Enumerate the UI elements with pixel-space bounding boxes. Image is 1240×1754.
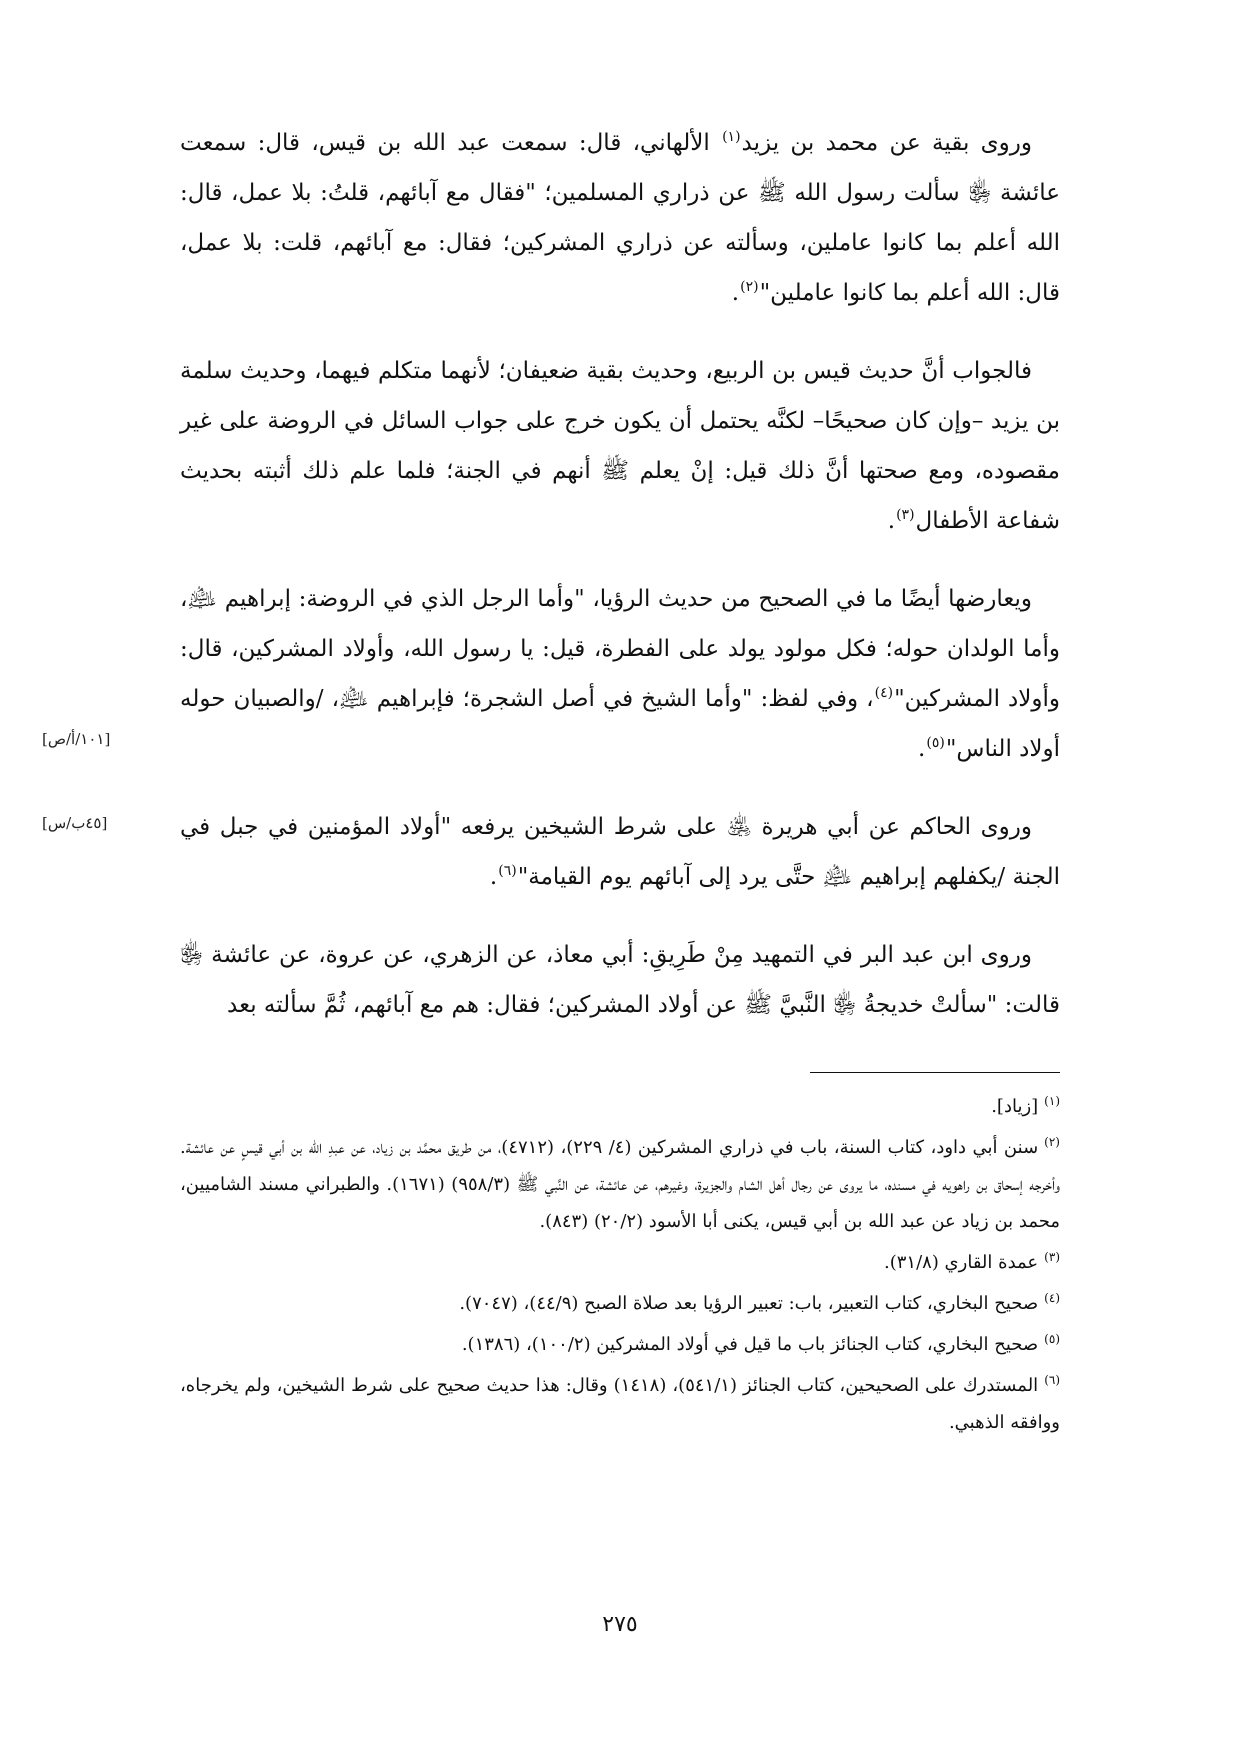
paragraph-text: وروى بقية عن محمد بن يزيد <box>741 130 1032 156</box>
footnote-text: المستدرك على الصحيحين، كتاب الجنائز (٥٤١/١)، (١٤١٨) وقال: هذا حديث صحيح على شرط الشيخين، ولم يخرجاه، ووافقه الذهبي. <box>180 1375 1060 1433</box>
footnote-ref[interactable]: (٣) <box>896 507 915 524</box>
paragraph-3 <box>180 574 1060 774</box>
paragraph-text: وروى الحاكم عن أبي هريرة ﵁ على شرط الشيخين يرفعه "أولاد المؤمنين في جبل في الجنة /يكفلهم إبراهيم ﵇ حتَّى يرد إلى آبائهم يوم القيامة" <box>180 814 1060 890</box>
paragraph-text: ويعارضها أيضًا ما في الصحيح من حديث الرؤيا، "وأما الرجل الذي في الروضة: إبراهيم ﵇، وأما الولدان حوله؛ فكل مولود يولد على الفطرة، قيل: يا رسول الله، وأولاد المشركين، قال: وأولاد المشركين" <box>180 586 1061 712</box>
paragraph-text: . <box>918 736 926 762</box>
footnote-text: [زياد]. <box>991 1096 1039 1117</box>
footnote-text: سنن أبي داود، كتاب السنة، باب في ذراري المشركين (٤/ ٢٢٩)، (٤٧١٢)، من طريق محمَّد بن زياد، عن عبدِ الله بن أبي قيسٍ عن عائشة. وأخرجه إسحاق بن راهويه في مسنده، ما يروى عن رجال أهل الشام والجزيرة، وغيرهم، عن عائشة، عن النَّبي ﷺ (٩٥٨/٣) (١٦٧١). والطبراني مسند الشاميين، محمد بن زياد عن عبد الله بن أبي قيس، يكنى أبا الأسود (٢٠/٢) (٨٤٣). <box>180 1137 1060 1232</box>
footnote-ref[interactable]: (٢) <box>740 279 759 296</box>
footnote <box>180 1088 1060 1125</box>
manuscript-folio-marker: [١٠١/أ/ص] <box>42 730 111 748</box>
footnote <box>180 1367 1060 1441</box>
footnote-separator <box>810 1072 1060 1073</box>
footnote-number: (١) <box>1044 1094 1060 1108</box>
footnote-number: (٤) <box>1044 1291 1060 1305</box>
paragraph-text: وروى ابن عبد البر في التمهيد مِنْ طَرِيقِ: أبي معاذ، عن الزهري، عن عروة، عن عائشة ﵂ قالت: "سألتْ خديجةُ ﵂ النَّبيَّ ﷺ عن أولاد المشركين؛ فقال: هم مع آبائهم، ثُمَّ سألته بعد <box>180 942 1060 1018</box>
footnote-number: (٣) <box>1044 1250 1060 1264</box>
page-number: ٢٧٥ <box>602 1612 638 1637</box>
footnote <box>180 1326 1060 1363</box>
paragraph-text: . <box>731 280 740 306</box>
main-text <box>180 118 1060 1030</box>
footnote <box>180 1285 1060 1322</box>
footnote-ref[interactable]: (٥) <box>926 735 945 752</box>
footnote-text: عمدة القاري (٣١/٨). <box>883 1252 1039 1273</box>
paragraph-text: فالجواب أنَّ حديث قيس بن الربيع، وحديث بقية ضعيفان؛ لأنهما متكلم فيهما، وحديث سلمة بن يزيد –وإن كان صحيحًا– لكنَّه يحتمل أن يكون خرج على جواب السائل في الروضة على غير مقصوده، ومع صحتها أنَّ ذلك قيل: إنْ يعلم ﷺ أنهم في الجنة؛ فلما علم ذلك أثبته بحديث شفاعة الأطفال <box>180 358 1060 534</box>
paragraph-2 <box>180 346 1060 546</box>
footnote-text: صحيح البخاري، كتاب الجنائز باب ما قيل في أولاد المشركين (١٠٠/٢)، (١٣٨٦). <box>461 1334 1039 1355</box>
paragraph-text: . <box>489 864 498 890</box>
paragraph-5 <box>180 930 1060 1030</box>
footnotes <box>180 1088 1060 1445</box>
footnote <box>180 1129 1060 1240</box>
footnote-number: (٢) <box>1044 1135 1060 1149</box>
footnote <box>180 1244 1060 1281</box>
paragraph-text: الألهاني، قال: سمعت عبد الله بن قيس، قال: سمعت عائشة ﵂ سألت رسول الله ﷺ عن ذراري المسلمين؛ "فقال مع آبائهم، قلتُ: بلا عمل، قال: الله أعلم بما كانوا عاملين، وسألته عن ذراري المشركين؛ فقال: مع آبائهم، قلت: بلا عمل، قال: الله أعلم بما كانوا عاملين" <box>180 130 1060 306</box>
paragraph-text: . <box>887 508 896 534</box>
footnote-ref[interactable]: (٦) <box>498 863 517 880</box>
paragraph-text: ، وفي لفظ: "وأما الشيخ في أصل الشجرة؛ فإبراهيم ﵇، /والصبيان حوله أولاد الناس" <box>180 686 1060 762</box>
footnote-number: (٥) <box>1044 1332 1060 1346</box>
footnote-number: (٦) <box>1044 1373 1061 1387</box>
paragraph-1 <box>180 118 1060 318</box>
manuscript-folio-marker: [٤٥ب/س] <box>42 814 108 832</box>
footnote-ref[interactable]: (١) <box>722 129 741 146</box>
footnote-ref[interactable]: (٤) <box>874 685 894 702</box>
paragraph-4 <box>180 802 1060 902</box>
footnote-text: صحيح البخاري، كتاب التعبير، باب: تعبير الرؤيا بعد صلاة الصبح (٤٤/٩)، (٧٠٤٧). <box>459 1293 1039 1314</box>
